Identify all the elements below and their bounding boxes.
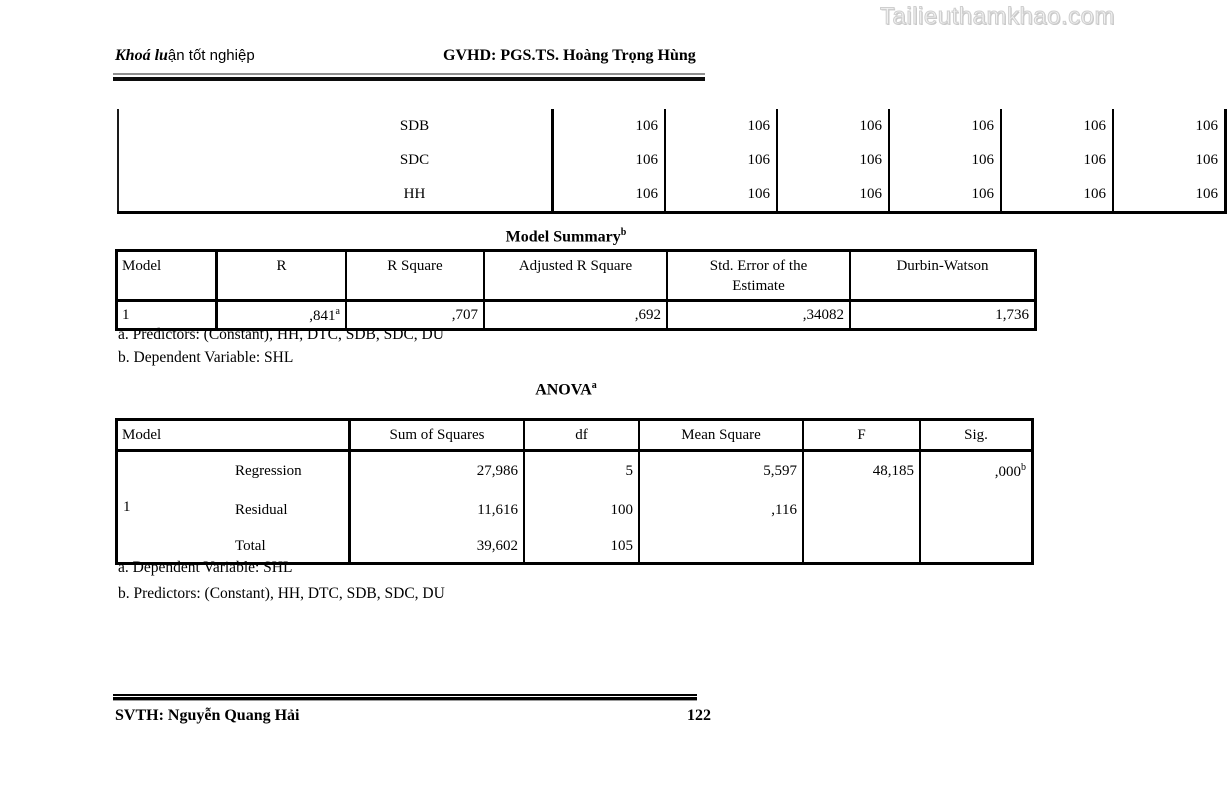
cell: 106	[777, 109, 889, 143]
column-header-adjusted-r-square: Adjusted R Square	[484, 251, 667, 301]
df-cell: 5	[524, 451, 639, 492]
note-b: b. Predictors: (Constant), HH, DTC, SDB, SDC, DU	[118, 585, 445, 602]
model-number-cell: 1	[123, 498, 131, 515]
frequency-table-fragment	[117, 109, 1227, 214]
cell: 106	[777, 177, 889, 213]
row-label: SDC	[118, 143, 553, 177]
header-advisor: GVHD: PGS.TS. Hoàng Trọng Hùng	[443, 47, 696, 64]
r-value: ,841	[309, 307, 336, 324]
column-header-sum-of-squares: Sum of Squares	[350, 420, 525, 451]
cell: 106	[777, 143, 889, 177]
sum-of-squares-cell: 39,602	[350, 530, 525, 564]
row-label: Total	[233, 530, 350, 564]
durbin-watson-cell: 1,736	[850, 301, 1036, 330]
column-header-sig: Sig.	[920, 420, 1033, 451]
f-cell	[803, 530, 920, 564]
df-cell: 100	[524, 491, 639, 530]
note-b: b. Dependent Variable: SHL	[118, 348, 294, 366]
cell: 106	[553, 177, 666, 213]
row-label: Regression	[233, 451, 350, 492]
header-rule	[113, 73, 705, 81]
footer-rule	[113, 694, 697, 700]
regression-row	[117, 451, 1033, 492]
sig-cell	[920, 530, 1033, 564]
anova-title	[115, 380, 1017, 399]
sum-of-squares-cell: 11,616	[350, 491, 525, 530]
cell: 106	[1001, 109, 1113, 143]
row-label: SDB	[118, 109, 553, 143]
anova-notes	[118, 555, 445, 607]
cell: 106	[1195, 151, 1218, 168]
anova-title-text: ANOVA	[535, 381, 592, 399]
f-cell	[803, 491, 920, 530]
sig-value: ,000	[994, 464, 1021, 480]
row-label: HH	[118, 177, 553, 213]
column-header-r-square: R Square	[346, 251, 484, 301]
header-title-regular-part: ận tốt nghiệp	[167, 47, 255, 64]
cell: 106	[1001, 143, 1113, 177]
r-value-superscript: a	[335, 305, 340, 317]
model-summary-notes	[118, 324, 444, 369]
table-row	[118, 143, 1226, 177]
header-document-title	[115, 47, 255, 65]
note-a: a. Predictors: (Constant), HH, DTC, SDB, SDC, DU	[118, 326, 444, 343]
sig-cell	[920, 491, 1033, 530]
model-summary-table	[115, 249, 1037, 331]
mean-square-cell: ,116	[639, 491, 803, 530]
cell: 106	[665, 177, 777, 213]
model-summary-title-superscript: b	[620, 227, 627, 238]
table-row	[118, 177, 1226, 213]
mean-square-cell: 5,597	[639, 451, 803, 492]
r-square-cell: ,707	[346, 301, 484, 330]
model-summary-title-text: Model Summary	[505, 228, 621, 246]
header-title-italic-part: Khoá lu	[115, 47, 168, 64]
column-header-f: F	[803, 420, 920, 451]
std-error-cell: ,34082	[667, 301, 850, 330]
cell: 106	[553, 143, 666, 177]
column-header-model: Model	[117, 251, 217, 301]
cell: 106	[889, 109, 1001, 143]
sum-of-squares-cell: 27,986	[350, 451, 525, 492]
cell: 106	[889, 143, 1001, 177]
sig-cell	[920, 451, 1033, 492]
cell: 106	[1195, 117, 1218, 134]
column-header-durbin-watson: Durbin-Watson	[896, 258, 989, 274]
anova-title-superscript: a	[591, 380, 597, 391]
cell: 106	[1195, 185, 1218, 202]
std-error-header-text: Std. Error of the Estimate	[709, 258, 808, 294]
cell: 106	[665, 109, 777, 143]
anova-table	[115, 418, 1034, 565]
cell: 106	[1001, 177, 1113, 213]
column-header-model: Model	[117, 420, 350, 451]
mean-square-cell	[639, 530, 803, 564]
header-row	[117, 251, 1036, 301]
df-cell: 105	[524, 530, 639, 564]
column-header-r: R	[217, 251, 347, 301]
table-row	[118, 109, 1226, 143]
f-cell: 48,185	[803, 451, 920, 492]
row-label: Residual	[233, 491, 350, 530]
model-number-cell: 1	[117, 301, 217, 330]
watermark: Tailieuthamkhao.com	[880, 3, 1115, 30]
page-number: 122	[687, 707, 711, 724]
cell: 106	[665, 143, 777, 177]
column-header-std-error	[667, 251, 850, 301]
model-summary-title	[115, 227, 1017, 246]
sig-superscript: b	[1021, 462, 1026, 473]
adjusted-r-square-cell: ,692	[484, 301, 667, 330]
note-a: a. Dependent Variable: SHL	[118, 559, 293, 576]
header-row	[117, 420, 1033, 451]
column-header-mean-square: Mean Square	[639, 420, 803, 451]
footer-author: SVTH: Nguyễn Quang Hải	[115, 707, 300, 724]
column-header-df: df	[524, 420, 639, 451]
residual-row	[117, 491, 1033, 530]
cell: 106	[553, 109, 666, 143]
cell: 106	[889, 177, 1001, 213]
